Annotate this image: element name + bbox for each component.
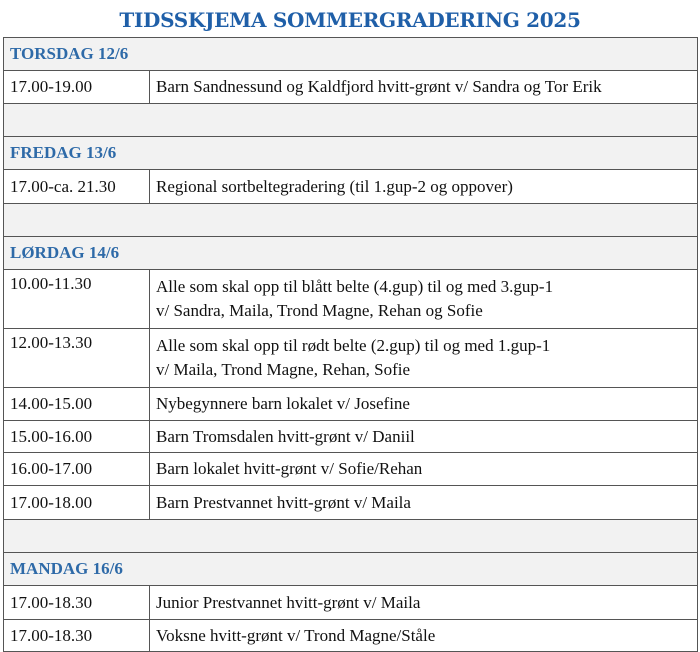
page-title: TIDSSKJEMA SOMMERGRADERING 2025	[119, 8, 581, 32]
activity-cell	[150, 421, 698, 453]
activity-cell	[150, 453, 698, 486]
table-row	[4, 421, 698, 453]
day-label: TORSDAG 12/6	[4, 38, 698, 71]
activity-text: Barn Prestvannet hvitt-grønt v/ Maila	[156, 492, 411, 512]
day-header-lordag	[4, 237, 698, 270]
time-cell: 10.00-11.30	[4, 270, 150, 329]
spacer-cell	[4, 204, 698, 237]
activity-cell	[150, 586, 698, 620]
activity-text: Alle som skal opp til rødt belte (2.gup) til og med 1.gup-1	[156, 336, 551, 355]
time-cell: 17.00-18.30	[4, 586, 150, 620]
time-cell: 12.00-13.30	[4, 329, 150, 388]
day-label: FREDAG 13/6	[4, 137, 698, 170]
day-label: LØRDAG 14/6	[4, 237, 698, 270]
table-row	[4, 453, 698, 486]
spacer-cell	[4, 520, 698, 553]
activity-cell	[150, 388, 698, 421]
spacer-row	[4, 520, 698, 553]
table-row	[4, 586, 698, 620]
spacer-row	[4, 104, 698, 137]
activity-text: Barn lokalet hvitt-grønt v/ Sofie/Rehan	[156, 459, 423, 478]
activity-cell	[150, 270, 698, 329]
table-row	[4, 486, 698, 520]
spacer-row	[4, 204, 698, 237]
time-cell: 17.00-18.30	[4, 620, 150, 652]
activity-text: Barn Tromsdalen hvitt-grønt v/ Daniil	[156, 426, 415, 446]
activity-cell	[150, 486, 698, 520]
day-label: MANDAG 16/6	[4, 553, 698, 586]
time-cell: 15.00-16.00	[4, 421, 150, 453]
table-row	[4, 270, 698, 329]
activity-text: v/ Maila, Trond Magne, Rehan, Sofie	[156, 360, 411, 379]
table-row	[4, 329, 698, 388]
schedule-table	[3, 37, 698, 652]
time-cell: 17.00-ca. 21.30	[4, 170, 150, 204]
table-row	[4, 71, 698, 104]
table-row	[4, 388, 698, 421]
activity-cell	[150, 329, 698, 388]
activity-text: Nybegynnere barn lokalet v/ Josefine	[156, 394, 410, 413]
activity-cell	[150, 620, 698, 652]
activity-text: v/ Sandra, Maila, Trond Magne, Rehan og Sofie	[156, 301, 483, 320]
day-header-fredag	[4, 137, 698, 170]
day-header-torsdag	[4, 38, 698, 71]
spacer-cell	[4, 104, 698, 137]
day-header-mandag	[4, 553, 698, 586]
activity-text: Barn Sandnessund og Kaldfjord hvitt-grønt v/ Sandra og Tor Erik	[156, 77, 602, 96]
table-row	[4, 620, 698, 652]
activity-text: Junior Prestvannet hvitt-grønt v/ Maila	[156, 592, 421, 612]
activity-text: Regional sortbeltegradering (til 1.gup-2 og oppover)	[156, 176, 513, 196]
time-cell: 17.00-19.00	[4, 71, 150, 104]
activity-cell	[150, 170, 698, 204]
time-cell: 14.00-15.00	[4, 388, 150, 421]
activity-text: Alle som skal opp til blått belte (4.gup) til og med 3.gup-1	[156, 277, 554, 296]
time-cell: 16.00-17.00	[4, 453, 150, 486]
time-cell: 17.00-18.00	[4, 486, 150, 520]
activity-cell	[150, 71, 698, 104]
activity-text: Voksne hvitt-grønt v/ Trond Magne/Ståle	[156, 625, 436, 645]
table-row	[4, 170, 698, 204]
